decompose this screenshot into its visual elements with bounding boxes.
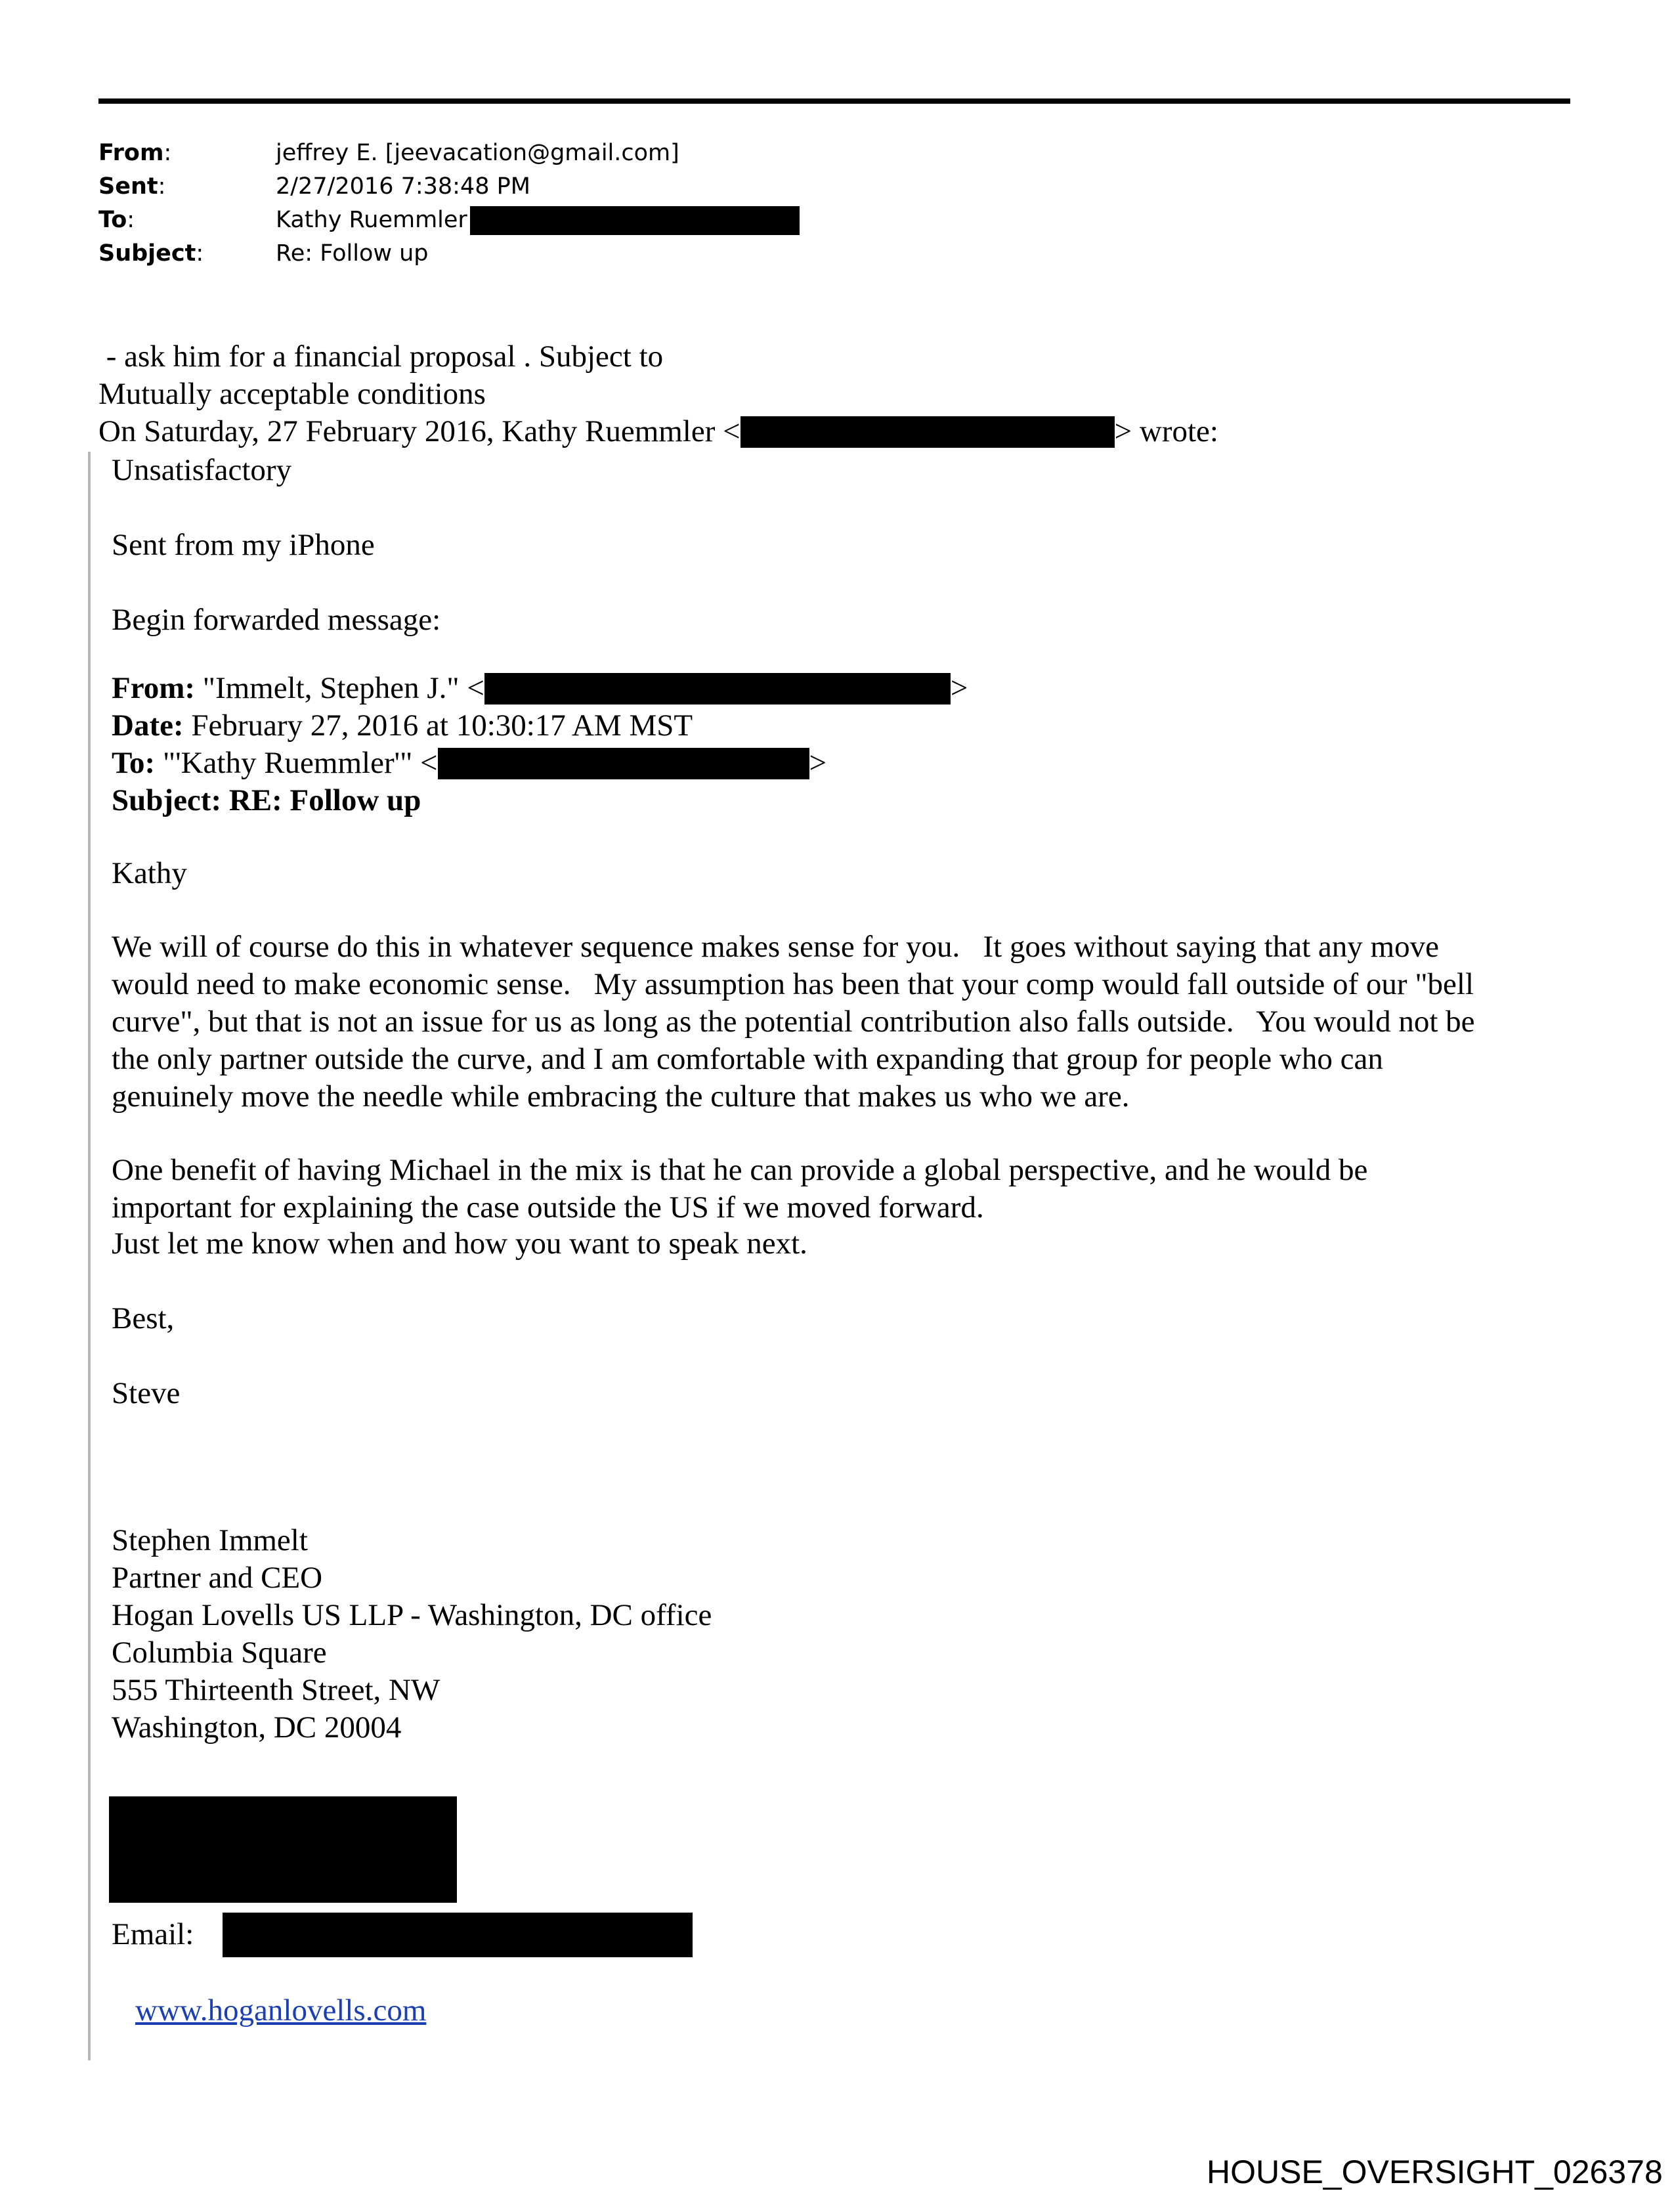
salutation-text: Kathy bbox=[112, 856, 187, 890]
attribution-suffix: > wrote: bbox=[1114, 414, 1218, 448]
to-value: Kathy Ruemmler bbox=[276, 207, 467, 233]
from-value: jeffrey E. [jeevacation@gmail.com] bbox=[276, 140, 679, 166]
forwarded-header bbox=[112, 670, 1569, 819]
fwd-to-value: "'Kathy Ruemmler'" < bbox=[155, 746, 438, 780]
quote-bar bbox=[88, 452, 91, 2060]
fwd-subject-row: Subject: RE: Follow up bbox=[112, 783, 421, 817]
from-label: From bbox=[98, 140, 164, 166]
closing-text: Best, bbox=[112, 1301, 175, 1335]
paragraph-2: One benefit of having Michael in the mix is that he can provide a global perspective, and he would be important for explaining the case outside the US if we moved forward. bbox=[112, 1153, 1368, 1225]
unsatisfactory-text: Unsatisfactory bbox=[112, 453, 292, 487]
signature-block: Stephen Immelt Partner and CEO Hogan Lovells US LLP - Washington, DC office Columbia Square 555 Thirteenth Street, NW Washington, DC 20004 bbox=[112, 1523, 712, 1745]
redaction-fwd-from-email bbox=[484, 673, 951, 705]
reply-line-1: - ask him for a financial proposal . Subject to bbox=[98, 339, 664, 374]
header-rule bbox=[98, 98, 1570, 104]
sent-value: 2/27/2016 7:38:48 PM bbox=[276, 173, 530, 200]
reply-line-2: Mutually acceptable conditions bbox=[98, 377, 486, 411]
fwd-from-value: "Immelt, Stephen J." < bbox=[195, 671, 484, 705]
subject-label: Subject bbox=[98, 240, 196, 267]
attribution-prefix: On Saturday, 27 February 2016, Kathy Ruemmler < bbox=[98, 414, 740, 448]
website-link[interactable]: www.hoganlovells.com bbox=[135, 1993, 427, 2028]
sent-label: Sent bbox=[98, 173, 158, 200]
paragraph-3: Just let me know when and how you want to speak next. bbox=[112, 1226, 807, 1261]
email-label: Email: bbox=[112, 1917, 194, 1951]
reply-attribution bbox=[98, 413, 1218, 450]
header-to-row: To: Kathy Ruemmler bbox=[98, 204, 800, 237]
sign-name: Steve bbox=[112, 1376, 181, 1410]
redaction-attribution-email bbox=[740, 416, 1115, 448]
fwd-to-label: To: bbox=[112, 746, 156, 780]
email-row bbox=[112, 1916, 1569, 1953]
redaction-signature-phone bbox=[109, 1796, 457, 1903]
fwd-from-close: > bbox=[950, 671, 968, 705]
bates-number: HOUSE_OVERSIGHT_026378 bbox=[1207, 2154, 1663, 2190]
email-header bbox=[98, 137, 800, 271]
fwd-to-row bbox=[112, 745, 1569, 782]
header-subject-row: Subject: Re: Follow up bbox=[98, 237, 800, 271]
fwd-date-row bbox=[112, 707, 1569, 745]
paragraph-1: We will of course do this in whatever sequence makes sense for you. It goes without saying that any move would need to make economic sense. My assumption has been that your comp would fall outside of our "bell curve", but that is not an issue for us as long as the potential contribution also falls outside. You would not be the only partner outside the curve, and I am comfortable with expanding that group for people who can genuinely move the needle while embracing the culture that makes us who we are. bbox=[112, 930, 1475, 1114]
sent-from-text: Sent from my iPhone bbox=[112, 528, 375, 562]
to-label: To bbox=[98, 207, 127, 233]
header-from-row: From: jeffrey E. [jeevacation@gmail.com] bbox=[98, 137, 800, 170]
header-sent-row: Sent: 2/27/2016 7:38:48 PM bbox=[98, 170, 800, 204]
fwd-to-close: > bbox=[809, 746, 827, 780]
redaction-fwd-to-email bbox=[438, 748, 809, 779]
fwd-date-value: February 27, 2016 at 10:30:17 AM MST bbox=[183, 708, 693, 743]
fwd-date-label: Date: bbox=[112, 708, 184, 743]
subject-value: Re: Follow up bbox=[276, 240, 429, 267]
redaction-to-email bbox=[470, 206, 800, 235]
begin-forwarded-text: Begin forwarded message: bbox=[112, 603, 441, 637]
reply-body bbox=[98, 338, 1218, 450]
fwd-from-row bbox=[112, 670, 1569, 707]
fwd-from-label: From: bbox=[112, 671, 196, 705]
redaction-signature-email bbox=[223, 1913, 693, 1957]
